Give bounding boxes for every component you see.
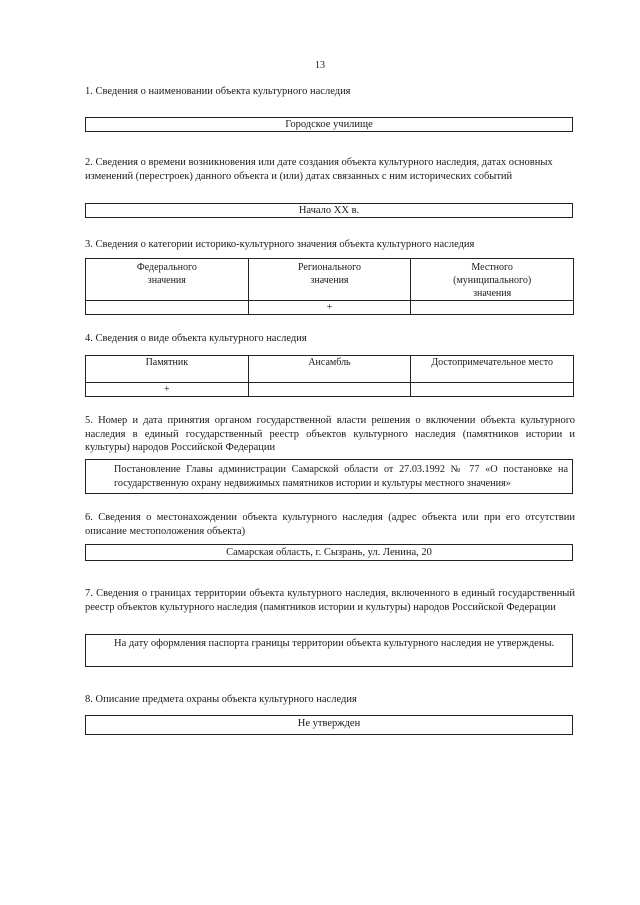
s3-mark-federal — [86, 301, 249, 315]
section-5-value: Постановление Главы администрации Самарской области от 27.03.1992 № 77 «О постановке на государственную охрану недвижимых памятников истории и культуры местного значения» — [114, 464, 568, 489]
section-7-title: 7. Сведения о границах территории объекта культурного наследия, включенного в единый государственный реестр объектов культурного наследия (памятников истории и культуры) народов Российской Федерации — [85, 588, 575, 613]
section-7-value-box — [85, 634, 573, 667]
section-1-value: Городское училище — [285, 119, 373, 130]
s3-mark-local — [411, 301, 574, 315]
section-2-title: 2. Сведения о времени возникновения или дате создания объекта культурного наследия, датах основных изменений (перестроек) данного объекта и (или) датах связанных с ним исторических событий — [85, 157, 553, 182]
section-3-title: 3. Сведения о категории историко-культурного значения объекта культурного наследия — [85, 239, 475, 250]
section-6-value-box — [85, 544, 573, 561]
section-8-value-box — [85, 715, 573, 735]
section-1-title: 1. Сведения о наименовании объекта культурного наследия — [85, 86, 351, 97]
section-7-value: На дату оформления паспорта границы территории объекта культурного наследия не утверждены. — [114, 638, 555, 649]
section-8-value: Не утвержден — [297, 718, 361, 729]
s4-mark-ensemble — [248, 383, 411, 397]
page-number: 13 — [315, 60, 325, 71]
section-5-value-box — [85, 459, 573, 494]
section-6-title: 6. Сведения о местонахождении объекта культурного наследия (адрес объекта или при его отсутствии описание местоположения объекта) — [85, 512, 575, 537]
section-4-table — [85, 355, 574, 397]
section-4-header-row — [86, 356, 574, 383]
section-3-mark-row — [86, 301, 574, 315]
section-1-value-box — [85, 117, 573, 132]
section-8-title: 8. Описание предмета охраны объекта культурного наследия — [85, 694, 357, 705]
s3-mark-regional: + — [248, 301, 411, 315]
section-4-title: 4. Сведения о виде объекта культурного наследия — [85, 333, 307, 344]
section-4-mark-row — [86, 383, 574, 397]
s4-header-ensemble: Ансамбль — [248, 356, 411, 383]
section-3-header-row — [86, 259, 574, 301]
s3-header-local: Местного (муниципального) значения — [411, 259, 574, 301]
s3-header-federal: Федерального значения — [86, 259, 249, 301]
s4-mark-monument: + — [86, 383, 249, 397]
section-3-table — [85, 258, 574, 315]
section-2-value-box — [85, 203, 573, 218]
section-5-title: 5. Номер и дата принятия органом государственной власти решения о включении объекта культурного наследия в единый государственный реестр объектов культурного наследия (памятников истории и культуры) народов Российской Федерации — [85, 415, 575, 453]
s4-mark-landmark — [411, 383, 574, 397]
section-2-value: Начало XX в. — [298, 205, 360, 216]
s3-header-regional: Регионального значения — [248, 259, 411, 301]
section-6-value: Самарская область, г. Сызрань, ул. Ленина, 20 — [226, 547, 432, 558]
s4-header-landmark: Достопримечательное место — [411, 356, 574, 383]
s4-header-monument: Памятник — [86, 356, 249, 383]
